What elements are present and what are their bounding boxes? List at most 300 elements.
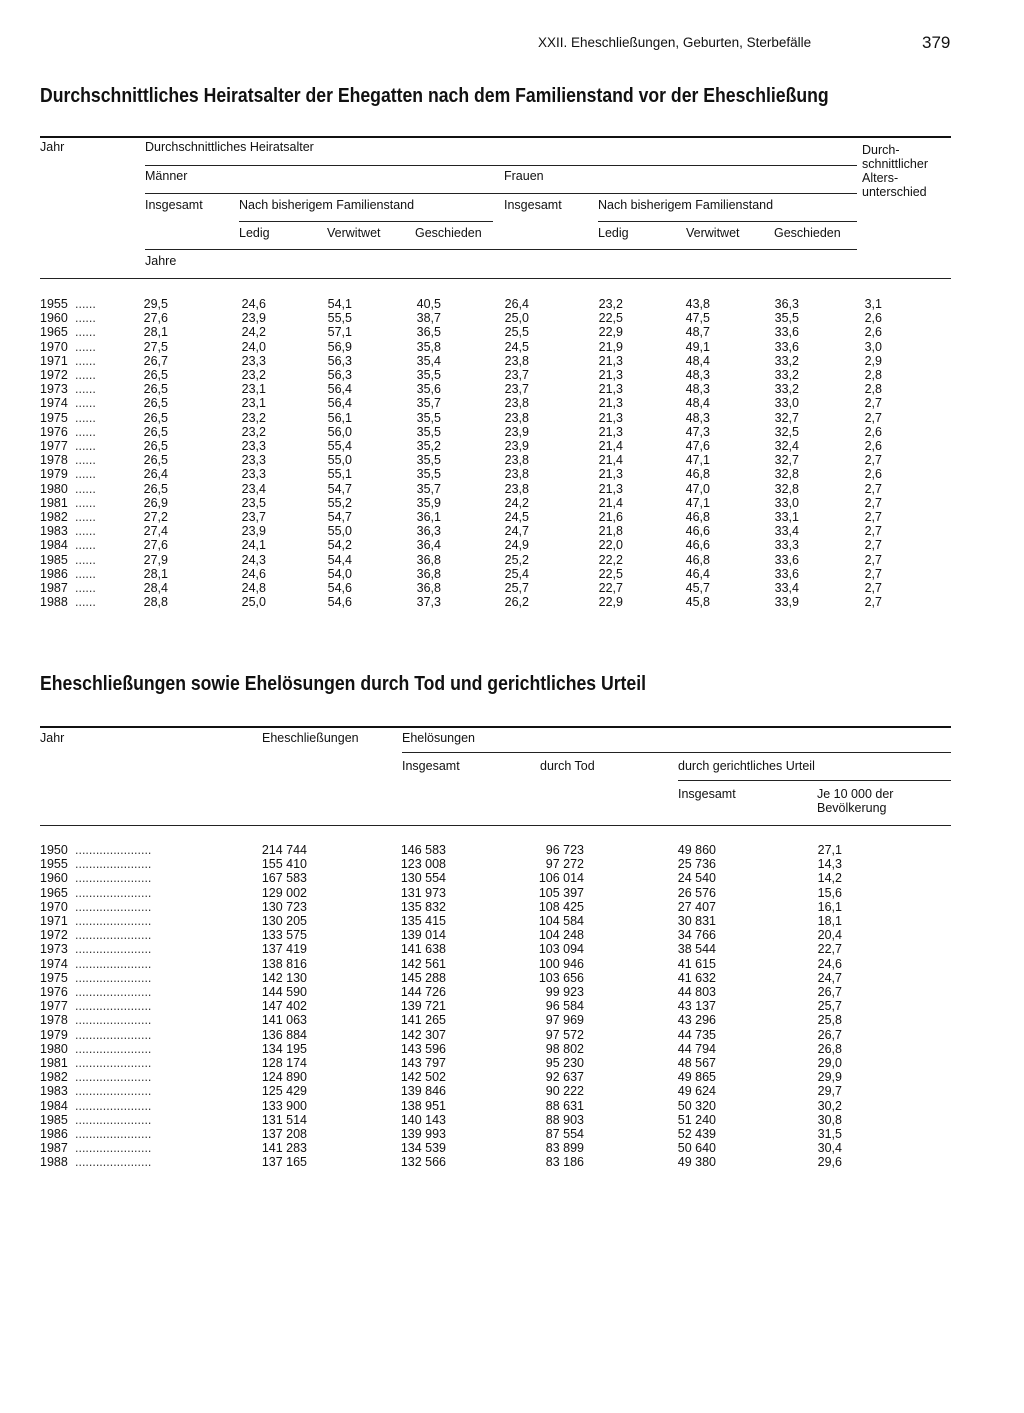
women-single-cell: 22,5	[598, 566, 623, 581]
per-10000-cell: 16,1	[817, 899, 842, 914]
men-single-cell: 24,3	[241, 552, 266, 567]
women-widowed-cell: 48,4	[685, 353, 710, 368]
year-cell: 1960	[40, 311, 68, 326]
women-divorced-cell: 33,6	[774, 552, 799, 567]
leader-dots: ......................	[75, 885, 152, 900]
leader-dots: ......	[75, 495, 96, 510]
year-cell: 1971	[40, 353, 68, 368]
women-total-cell: 23,9	[504, 424, 529, 439]
men-widowed-cell: 56,4	[327, 382, 352, 397]
leader-dots: ......	[75, 382, 96, 397]
dissolutions-death-cell: 83 186	[545, 1155, 584, 1170]
table1-row	[0, 567, 1024, 581]
dissolutions-death-cell: 98 802	[545, 1041, 584, 1056]
dissolutions-total-cell: 143 797	[400, 1056, 446, 1070]
dissolutions-court-cell: 25 736	[677, 857, 716, 872]
table2-row	[0, 914, 1024, 928]
dissolutions-death-cell: 105 397	[538, 885, 584, 900]
men-widowed-cell: 56,0	[327, 424, 352, 439]
table2-header-je-10000-line1: Je 10 000 der	[817, 787, 894, 801]
leader-dots: ......	[75, 552, 96, 567]
women-divorced-cell: 32,7	[774, 453, 799, 468]
women-single-cell: 21,3	[598, 368, 623, 382]
dissolutions-death-cell: 95 230	[545, 1056, 584, 1070]
year-cell: 1970	[40, 899, 68, 914]
marriages-cell: 125 429	[261, 1084, 307, 1099]
women-single-cell: 21,8	[598, 524, 623, 539]
dissolutions-total-cell: 142 502	[400, 1070, 446, 1085]
men-single-cell: 23,1	[241, 382, 266, 397]
women-widowed-cell: 46,8	[685, 467, 710, 482]
women-single-cell: 22,9	[598, 325, 623, 340]
men-total-cell: 26,5	[143, 410, 168, 425]
leader-dots: ......................	[75, 1084, 152, 1099]
women-total-cell: 23,7	[504, 368, 529, 382]
table2-row	[0, 857, 1024, 871]
women-divorced-cell: 36,3	[774, 297, 799, 311]
women-total-cell: 24,9	[504, 538, 529, 553]
marriages-cell: 137 208	[261, 1127, 307, 1141]
leader-dots: ......	[75, 297, 96, 311]
marriages-cell: 131 514	[261, 1112, 307, 1127]
year-cell: 1970	[40, 339, 68, 354]
marriages-cell: 124 890	[261, 1070, 307, 1085]
year-cell: 1974	[40, 396, 68, 411]
table1-title: Durchschnittliches Heiratsalter der Ehegatten nach dem Familienstand vor der Eheschließung	[40, 84, 829, 107]
per-10000-cell: 25,7	[817, 999, 842, 1014]
dissolutions-death-cell: 108 425	[538, 899, 584, 914]
dissolutions-court-cell: 50 320	[677, 1098, 716, 1113]
table2-row	[0, 1155, 1024, 1169]
marriages-cell: 129 002	[261, 885, 307, 900]
women-divorced-cell: 33,0	[774, 396, 799, 411]
men-total-cell: 26,5	[143, 368, 168, 382]
running-head: XXII. Eheschließungen, Geburten, Sterbefälle	[538, 35, 812, 50]
dissolutions-court-cell: 49 380	[677, 1155, 716, 1170]
dissolutions-total-cell: 143 596	[400, 1041, 446, 1056]
table2-header-jahr: Jahr	[40, 731, 65, 745]
leader-dots: ......................	[75, 1155, 152, 1170]
dissolutions-court-cell: 30 831	[677, 914, 716, 928]
men-single-cell: 24,6	[241, 566, 266, 581]
per-10000-cell: 26,7	[817, 1027, 842, 1042]
age-difference-cell: 2,6	[864, 439, 882, 453]
men-widowed-cell: 55,0	[327, 453, 352, 468]
leader-dots: ......................	[75, 899, 152, 914]
men-widowed-cell: 56,9	[327, 339, 352, 354]
women-single-cell: 21,3	[598, 467, 623, 482]
table1-header-diff-3: Alters-	[862, 171, 899, 185]
year-cell: 1982	[40, 1070, 68, 1085]
leader-dots: ......	[75, 510, 96, 524]
leader-dots: ......................	[75, 928, 152, 943]
marriages-cell: 137 419	[261, 942, 307, 957]
marriages-cell: 141 283	[261, 1141, 307, 1156]
table1-row	[0, 311, 1024, 325]
leader-dots: ......	[75, 353, 96, 368]
marriages-cell: 130 205	[261, 914, 307, 928]
table1-header-insgesamt-m: Insgesamt	[145, 198, 203, 212]
women-widowed-cell: 46,8	[685, 552, 710, 567]
table1-row	[0, 595, 1024, 609]
table2-row	[0, 886, 1024, 900]
women-widowed-cell: 49,1	[685, 339, 710, 354]
women-total-cell: 25,0	[504, 311, 529, 326]
dissolutions-court-cell: 24 540	[677, 871, 716, 886]
year-cell: 1981	[40, 495, 68, 510]
table1-row	[0, 425, 1024, 439]
women-total-cell: 26,4	[504, 297, 529, 311]
women-widowed-cell: 45,8	[685, 595, 710, 610]
women-total-cell: 24,5	[504, 339, 529, 354]
men-single-cell: 23,9	[241, 524, 266, 539]
table1-header-heiratsalter: Durchschnittliches Heiratsalter	[145, 140, 314, 154]
women-widowed-cell: 47,1	[685, 453, 710, 468]
dissolutions-total-cell: 131 973	[400, 885, 446, 900]
dissolutions-death-cell: 83 899	[545, 1141, 584, 1156]
year-cell: 1983	[40, 524, 68, 539]
women-divorced-cell: 33,2	[774, 368, 799, 382]
dissolutions-court-cell: 44 803	[677, 985, 716, 999]
table1-rule-below-nach-f	[598, 221, 857, 222]
dissolutions-court-cell: 52 439	[677, 1127, 716, 1141]
women-divorced-cell: 32,8	[774, 467, 799, 482]
leader-dots: ......	[75, 453, 96, 468]
leader-dots: ......	[75, 538, 96, 553]
women-single-cell: 21,3	[598, 353, 623, 368]
age-difference-cell: 2,6	[864, 311, 882, 326]
table2-row	[0, 971, 1024, 985]
leader-dots: ......	[75, 595, 96, 610]
marriages-cell: 214 744	[261, 843, 307, 857]
table2-row	[0, 928, 1024, 942]
year-cell: 1986	[40, 566, 68, 581]
table1-header-frauen: Frauen	[504, 169, 544, 183]
men-divorced-cell: 35,7	[416, 481, 441, 496]
per-10000-cell: 14,3	[817, 857, 842, 872]
age-difference-cell: 2,7	[864, 524, 882, 539]
women-divorced-cell: 33,6	[774, 339, 799, 354]
table1-row	[0, 325, 1024, 339]
marriages-cell: 141 063	[261, 1013, 307, 1028]
women-widowed-cell: 47,6	[685, 439, 710, 453]
table1-row	[0, 467, 1024, 481]
men-divorced-cell: 35,8	[416, 339, 441, 354]
men-widowed-cell: 55,4	[327, 439, 352, 453]
men-divorced-cell: 37,3	[416, 595, 441, 610]
dissolutions-total-cell: 139 014	[400, 928, 446, 943]
men-divorced-cell: 36,8	[416, 566, 441, 581]
dissolutions-court-cell: 48 567	[677, 1056, 716, 1070]
table2-row	[0, 1099, 1024, 1113]
year-cell: 1974	[40, 956, 68, 971]
year-cell: 1981	[40, 1056, 68, 1070]
leader-dots: ......................	[75, 1070, 152, 1085]
dissolutions-total-cell: 135 832	[400, 899, 446, 914]
dissolutions-court-cell: 34 766	[677, 928, 716, 943]
per-10000-cell: 22,7	[817, 942, 842, 957]
men-total-cell: 26,5	[143, 439, 168, 453]
men-total-cell: 27,2	[143, 510, 168, 524]
leader-dots: ......................	[75, 1098, 152, 1113]
men-single-cell: 23,3	[241, 467, 266, 482]
table1-row	[0, 297, 1024, 311]
per-10000-cell: 30,2	[817, 1098, 842, 1113]
table1-row	[0, 524, 1024, 538]
women-total-cell: 25,4	[504, 566, 529, 581]
age-difference-cell: 2,7	[864, 453, 882, 468]
age-difference-cell: 2,9	[864, 353, 882, 368]
table2-row	[0, 1013, 1024, 1027]
per-10000-cell: 18,1	[817, 914, 842, 928]
dissolutions-court-cell: 26 576	[677, 885, 716, 900]
men-single-cell: 23,1	[241, 396, 266, 411]
year-cell: 1988	[40, 1155, 68, 1170]
women-single-cell: 21,3	[598, 410, 623, 425]
table2-row	[0, 957, 1024, 971]
year-cell: 1960	[40, 871, 68, 886]
men-widowed-cell: 54,4	[327, 552, 352, 567]
women-total-cell: 23,9	[504, 439, 529, 453]
leader-dots: ......	[75, 311, 96, 326]
table2-row	[0, 1141, 1024, 1155]
table2-header-insgesamt: Insgesamt	[402, 759, 460, 773]
per-10000-cell: 31,5	[817, 1127, 842, 1141]
women-widowed-cell: 47,5	[685, 311, 710, 326]
men-total-cell: 26,9	[143, 495, 168, 510]
year-cell: 1984	[40, 538, 68, 553]
marriages-cell: 147 402	[261, 999, 307, 1014]
year-cell: 1977	[40, 439, 68, 453]
women-total-cell: 23,8	[504, 353, 529, 368]
age-difference-cell: 2,7	[864, 566, 882, 581]
women-single-cell: 22,9	[598, 595, 623, 610]
men-widowed-cell: 55,1	[327, 467, 352, 482]
dissolutions-death-cell: 97 572	[545, 1027, 584, 1042]
year-cell: 1955	[40, 857, 68, 872]
table1-header-geschieden-f: Geschieden	[774, 226, 841, 240]
men-single-cell: 23,2	[241, 368, 266, 382]
per-10000-cell: 20,4	[817, 928, 842, 943]
women-widowed-cell: 46,8	[685, 510, 710, 524]
dissolutions-death-cell: 97 969	[545, 1013, 584, 1028]
age-difference-cell: 2,6	[864, 467, 882, 482]
dissolutions-total-cell: 141 638	[400, 942, 446, 957]
women-total-cell: 23,8	[504, 481, 529, 496]
men-total-cell: 26,5	[143, 453, 168, 468]
dissolutions-total-cell: 139 846	[400, 1084, 446, 1099]
per-10000-cell: 15,6	[817, 885, 842, 900]
table1-row	[0, 340, 1024, 354]
women-widowed-cell: 48,4	[685, 396, 710, 411]
men-divorced-cell: 36,8	[416, 581, 441, 595]
women-single-cell: 21,3	[598, 481, 623, 496]
leader-dots: ......................	[75, 857, 152, 872]
table1-header-diff-2: schnittlicher	[862, 157, 928, 171]
age-difference-cell: 2,7	[864, 410, 882, 425]
women-single-cell: 23,2	[598, 297, 623, 311]
table1-header-maenner: Männer	[145, 169, 188, 183]
table1-row	[0, 368, 1024, 382]
table2-header-eheloesungen: Ehelösungen	[402, 731, 475, 745]
table2-header-bottom-rule	[40, 825, 951, 826]
men-total-cell: 29,5	[143, 297, 168, 311]
men-total-cell: 28,1	[143, 325, 168, 340]
men-total-cell: 26,5	[143, 424, 168, 439]
table1-row	[0, 538, 1024, 552]
per-10000-cell: 24,7	[817, 970, 842, 985]
marriages-cell: 144 590	[261, 985, 307, 999]
women-single-cell: 22,0	[598, 538, 623, 553]
men-divorced-cell: 35,5	[416, 467, 441, 482]
marriages-cell: 138 816	[261, 956, 307, 971]
leader-dots: ......................	[75, 914, 152, 928]
year-cell: 1987	[40, 581, 68, 595]
men-total-cell: 26,5	[143, 396, 168, 411]
age-difference-cell: 2,7	[864, 538, 882, 553]
women-divorced-cell: 32,8	[774, 481, 799, 496]
leader-dots: ......................	[75, 1112, 152, 1127]
year-cell: 1972	[40, 928, 68, 943]
men-divorced-cell: 36,4	[416, 538, 441, 553]
age-difference-cell: 2,8	[864, 382, 882, 397]
age-difference-cell: 3,1	[864, 297, 882, 311]
men-divorced-cell: 40,5	[416, 297, 441, 311]
women-widowed-cell: 45,7	[685, 581, 710, 595]
women-widowed-cell: 48,7	[685, 325, 710, 340]
leader-dots: ......	[75, 524, 96, 539]
dissolutions-total-cell: 123 008	[400, 857, 446, 872]
age-difference-cell: 2,7	[864, 495, 882, 510]
year-cell: 1978	[40, 1013, 68, 1028]
age-difference-cell: 2,7	[864, 552, 882, 567]
marriages-cell: 137 165	[261, 1155, 307, 1170]
leader-dots: ......................	[75, 1027, 152, 1042]
women-total-cell: 24,7	[504, 524, 529, 539]
year-cell: 1955	[40, 297, 68, 311]
leader-dots: ......................	[75, 871, 152, 886]
year-cell: 1980	[40, 481, 68, 496]
per-10000-cell: 26,8	[817, 1041, 842, 1056]
per-10000-cell: 26,7	[817, 985, 842, 999]
table1-row	[0, 496, 1024, 510]
leader-dots: ......	[75, 467, 96, 482]
men-single-cell: 23,3	[241, 453, 266, 468]
dissolutions-court-cell: 41 615	[677, 956, 716, 971]
dissolutions-death-cell: 88 903	[545, 1112, 584, 1127]
dissolutions-court-cell: 44 794	[677, 1041, 716, 1056]
women-divorced-cell: 32,7	[774, 410, 799, 425]
dissolutions-court-cell: 51 240	[677, 1112, 716, 1127]
per-10000-cell: 30,4	[817, 1141, 842, 1156]
men-total-cell: 26,5	[143, 382, 168, 397]
leader-dots: ......	[75, 581, 96, 595]
table2-row	[0, 1113, 1024, 1127]
year-cell: 1983	[40, 1084, 68, 1099]
women-divorced-cell: 33,1	[774, 510, 799, 524]
women-total-cell: 23,8	[504, 467, 529, 482]
table1-row	[0, 553, 1024, 567]
women-divorced-cell: 33,9	[774, 595, 799, 610]
women-divorced-cell: 33,2	[774, 353, 799, 368]
table1-header-verwitwet-f: Verwitwet	[686, 226, 740, 240]
table1-row	[0, 510, 1024, 524]
men-single-cell: 23,5	[241, 495, 266, 510]
women-total-cell: 24,2	[504, 495, 529, 510]
leader-dots: ......	[75, 339, 96, 354]
dissolutions-total-cell: 145 288	[400, 970, 446, 985]
men-single-cell: 23,7	[241, 510, 266, 524]
year-cell: 1975	[40, 410, 68, 425]
leader-dots: ......................	[75, 956, 152, 971]
leader-dots: ......	[75, 325, 96, 340]
men-divorced-cell: 35,4	[416, 353, 441, 368]
men-total-cell: 28,4	[143, 581, 168, 595]
dissolutions-court-cell: 43 137	[677, 999, 716, 1014]
men-single-cell: 24,2	[241, 325, 266, 340]
dissolutions-court-cell: 49 865	[677, 1070, 716, 1085]
year-cell: 1973	[40, 942, 68, 957]
table2-row	[0, 1028, 1024, 1042]
dissolutions-total-cell: 141 265	[400, 1013, 446, 1028]
men-widowed-cell: 57,1	[327, 325, 352, 340]
age-difference-cell: 2,6	[864, 325, 882, 340]
women-total-cell: 23,8	[504, 453, 529, 468]
dissolutions-total-cell: 139 721	[400, 999, 446, 1014]
dissolutions-court-cell: 38 544	[677, 942, 716, 957]
table2-header-eheschliessungen: Eheschließungen	[262, 731, 359, 745]
men-single-cell: 24,6	[241, 297, 266, 311]
men-divorced-cell: 35,7	[416, 396, 441, 411]
table1-rule-below-heiratsalter	[145, 165, 857, 166]
women-widowed-cell: 47,3	[685, 424, 710, 439]
table1-header-nach-f: Nach bisherigem Familienstand	[598, 198, 774, 212]
leader-dots: ......................	[75, 985, 152, 999]
women-divorced-cell: 33,6	[774, 325, 799, 340]
age-difference-cell: 2,7	[864, 595, 882, 610]
dissolutions-total-cell: 139 993	[400, 1127, 446, 1141]
table1-header-ledig-f: Ledig	[598, 226, 629, 240]
men-total-cell: 26,5	[143, 481, 168, 496]
women-total-cell: 23,7	[504, 382, 529, 397]
dissolutions-death-cell: 103 094	[538, 942, 584, 957]
per-10000-cell: 27,1	[817, 843, 842, 857]
leader-dots: ......	[75, 368, 96, 382]
men-widowed-cell: 55,5	[327, 311, 352, 326]
per-10000-cell: 25,8	[817, 1013, 842, 1028]
women-divorced-cell: 32,4	[774, 439, 799, 453]
age-difference-cell: 2,8	[864, 368, 882, 382]
table1-header-insgesamt-f: Insgesamt	[504, 198, 562, 212]
per-10000-cell: 14,2	[817, 871, 842, 886]
table2-top-rule	[40, 726, 951, 728]
table1-row	[0, 439, 1024, 453]
women-divorced-cell: 33,2	[774, 382, 799, 397]
marriages-cell: 167 583	[261, 871, 307, 886]
men-widowed-cell: 55,2	[327, 495, 352, 510]
dissolutions-total-cell: 142 561	[400, 956, 446, 971]
year-cell: 1976	[40, 985, 68, 999]
leader-dots: ......	[75, 410, 96, 425]
women-widowed-cell: 47,0	[685, 481, 710, 496]
table2-row	[0, 1127, 1024, 1141]
year-cell: 1976	[40, 424, 68, 439]
dissolutions-total-cell: 130 554	[400, 871, 446, 886]
men-widowed-cell: 54,2	[327, 538, 352, 553]
table2-row	[0, 1084, 1024, 1098]
women-total-cell: 23,8	[504, 396, 529, 411]
women-widowed-cell: 47,1	[685, 495, 710, 510]
